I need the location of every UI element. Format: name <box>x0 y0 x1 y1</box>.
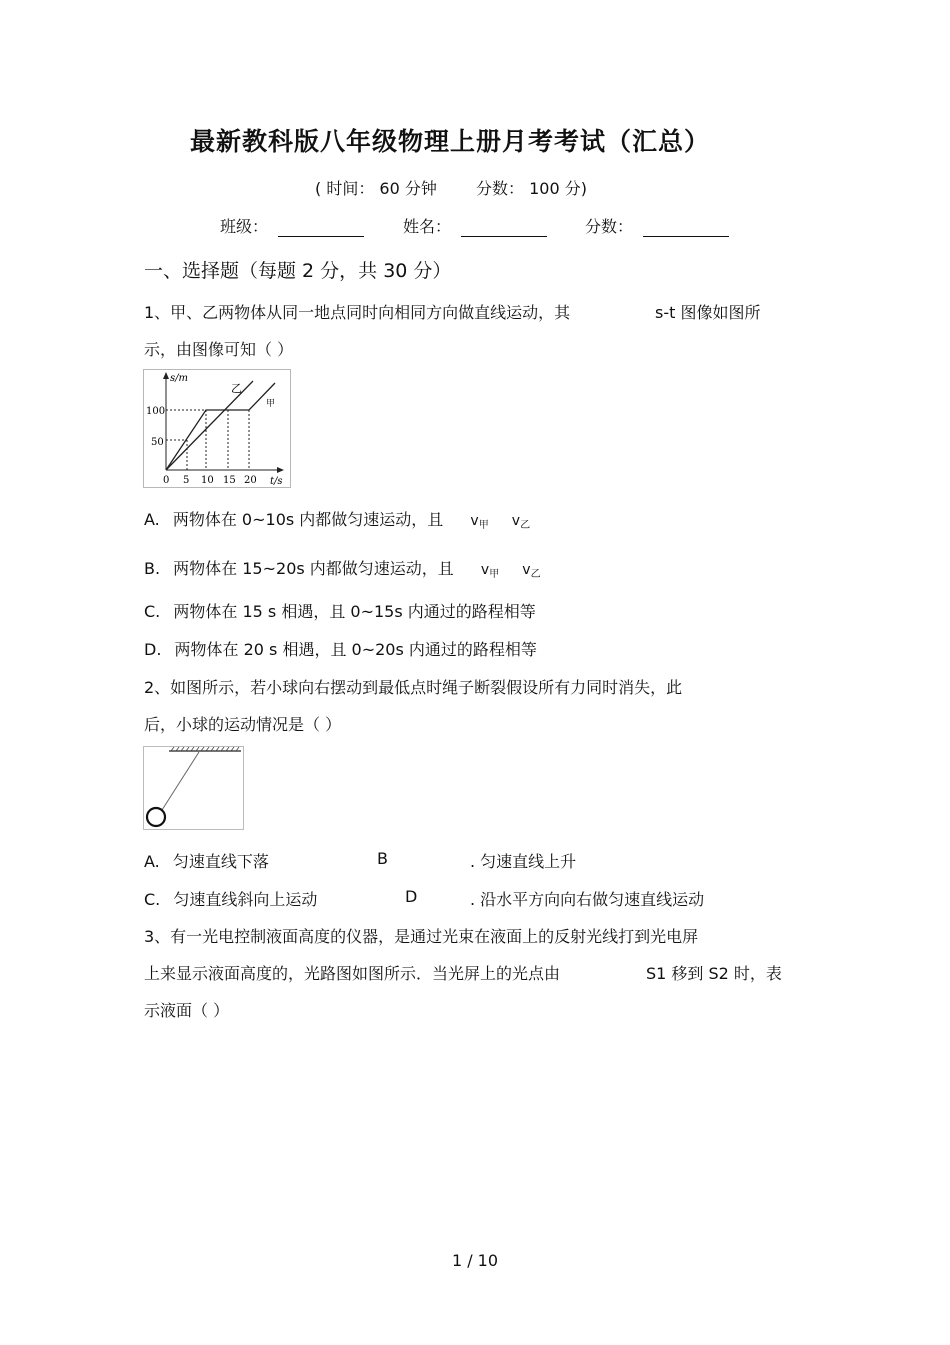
x-tick-10: 10 <box>201 475 214 486</box>
y-tick-50: 50 <box>151 437 164 448</box>
q1-option-b <box>144 556 541 580</box>
score-label: 分数： <box>585 217 634 236</box>
q1-option-a-text: 两物体在 0~10s 内都做匀速运动，且 <box>172 510 444 529</box>
q3-line2: 上来显示液面高度的，光路图如图所示．当光屏上的光点由 <box>144 964 561 983</box>
section-heading: 一、选择题（每题 2 分，共 30 分） <box>144 260 452 282</box>
q1-option-d-text: 两物体在 20 s 相遇，且 0~20s 内通过的路程相等 <box>174 640 537 659</box>
q3-line2-tail: S1 移到 S2 时，表 <box>646 964 782 983</box>
q3-line1: 3、有一光电控制液面高度的仪器，是通过光束在液面上的反射光线打到光电屏 <box>144 927 699 946</box>
q2-option-d-letter: D <box>405 887 418 906</box>
series-jia-label: 甲 <box>266 399 276 409</box>
q2-option-c <box>144 887 317 910</box>
class-label: 班级： <box>220 217 269 236</box>
q2-option-c-letter: C. <box>144 890 161 909</box>
q1-option-b-v2: $v_乙$ <box>522 562 541 580</box>
page-number: 1 / 10 <box>451 1251 499 1270</box>
q2-option-d-text: . 沿水平方向向右做匀速直线运动 <box>470 890 705 909</box>
q2-line1: 2、如图所示，若小球向右摆动到最低点时绳子断裂假设所有力同时消失，此 <box>144 678 683 697</box>
score-blank <box>643 218 729 237</box>
series-yi-label: 乙 <box>231 382 242 395</box>
q2-option-b-letter: B <box>377 849 388 868</box>
class-blank <box>278 218 364 237</box>
q1-option-a-v2: $v_乙$ <box>511 513 531 531</box>
q1-st-graph <box>143 369 291 488</box>
exam-total-score: 分数： 100 分) <box>476 179 587 198</box>
q1-option-c-letter: C. <box>144 602 161 621</box>
class-field <box>220 214 364 237</box>
q1-line1-tail: s-t 图像如图所 <box>655 303 761 322</box>
q2-line2: 后，小球的运动情况是（ ） <box>144 715 342 734</box>
q1-option-b-letter: B. <box>144 559 161 578</box>
q2-option-a-letter: A. <box>144 852 160 871</box>
exam-time: ( 时间： 60 分钟 <box>315 179 437 198</box>
q2-option-a-text: 匀速直线下落 <box>172 852 269 871</box>
q1-option-a-letter: A. <box>144 510 160 529</box>
name-label: 姓名： <box>403 217 452 236</box>
q1-option-b-v1: $v_甲$ <box>480 562 500 580</box>
x-axis-label: t/s <box>270 476 283 487</box>
score-field <box>585 214 729 237</box>
x-tick-20: 20 <box>244 475 257 486</box>
q3-line3: 示液面（ ） <box>144 1001 230 1020</box>
q2-pendulum-figure <box>143 746 244 830</box>
q1-option-d-letter: D. <box>144 640 162 659</box>
x-tick-15: 15 <box>223 475 236 486</box>
name-blank <box>461 218 547 237</box>
q1-option-c <box>144 599 536 622</box>
q1-option-c-text: 两物体在 15 s 相遇，且 0~15s 内通过的路程相等 <box>173 602 536 621</box>
page-title: 最新教科版八年级物理上册月考考试（汇总） <box>189 127 710 156</box>
y-tick-100: 100 <box>146 406 166 417</box>
q2-option-b-text: . 匀速直线上升 <box>470 852 577 871</box>
q2-option-a <box>144 849 269 872</box>
name-field <box>403 214 547 237</box>
q1-option-b-text: 两物体在 15~20s 内都做匀速运动，且 <box>173 559 454 578</box>
q1-line1: 1、甲、乙两物体从同一地点同时向相同方向做直线运动，其 <box>144 303 571 322</box>
x-tick-5: 5 <box>183 475 190 486</box>
x-tick-0: 0 <box>163 475 170 486</box>
q1-line2: 示，由图像可知（ ） <box>144 340 294 359</box>
q1-option-d <box>144 637 537 660</box>
figure-border <box>144 747 244 830</box>
q1-option-a-v1: $v_甲$ <box>470 513 489 531</box>
q1-option-a <box>144 507 530 531</box>
y-axis-label: s/m <box>170 373 188 384</box>
q2-option-c-text: 匀速直线斜向上运动 <box>173 890 318 909</box>
